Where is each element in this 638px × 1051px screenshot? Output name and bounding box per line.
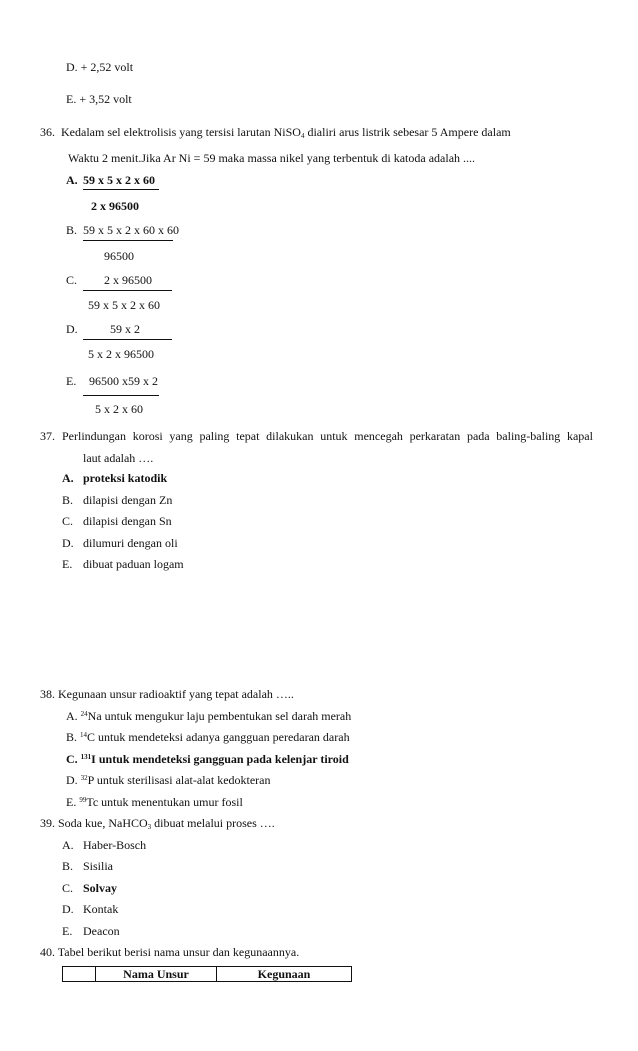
q36-option-a-fraction-bar [83, 189, 159, 190]
q39-option-d-label: D. [62, 902, 74, 916]
q37-option-d-text: dilumuri dengan oli [83, 536, 178, 550]
q36-option-e-denominator: 5 x 2 x 60 [95, 402, 143, 416]
q37-number: 37. [40, 429, 55, 443]
q37-word: paling [199, 429, 230, 443]
q36-option-d-fraction-bar [83, 339, 172, 340]
q39-option-a-text: Haber-Bosch [83, 838, 147, 852]
q37-word: Perlindungan [62, 429, 126, 443]
q39-option-b-label: B. [62, 859, 74, 873]
q36-option-d-numerator: 59 x 2 [110, 322, 140, 336]
q38-option-a-mass-number: 24 [80, 710, 88, 718]
q38-option-a-text: Na untuk mengukur laju pembentukan sel darah merah [87, 709, 352, 723]
q37-word: yang [169, 429, 193, 443]
table-header-usage: Kegunaan [217, 967, 352, 982]
q36-option-c-denominator: 59 x 5 x 2 x 60 [88, 298, 160, 312]
q36-number: 36. [40, 125, 55, 139]
q36-option-c-numerator: 2 x 96500 [104, 273, 152, 287]
q36-option-c-fraction-bar [83, 290, 172, 291]
q39-option-c-label: C. [62, 881, 74, 895]
q37-option-b-label: B. [62, 493, 74, 507]
q39-stem [40, 816, 275, 830]
q36-option-a-numerator: 59 x 5 x 2 x 60 [83, 173, 155, 187]
q38-option-e-label: E. [66, 795, 77, 809]
q38-option-a-label: A. [66, 709, 78, 723]
q38-option-d-label: D. [66, 773, 78, 787]
q36-stem-line1 [40, 125, 511, 139]
q38-option-e-mass-number: 99 [79, 796, 87, 804]
q35-option-e: E. + 3,52 volt [66, 92, 132, 106]
q38-option-d [66, 773, 271, 787]
q37-option-c-text: dilapisi dengan Sn [83, 514, 172, 528]
q38-option-c-text: I untuk mendeteksi gangguan pada kelenjar tiroid [91, 752, 349, 766]
q38-option-d-text: P untuk sterilisasi alat-alat kedokteran [87, 773, 271, 787]
q38-option-e [66, 795, 243, 809]
table-header-number [63, 967, 96, 982]
q36-option-a-label: A. [66, 173, 78, 187]
q35-option-d: D. + 2,52 volt [66, 60, 134, 74]
q37-word: untuk [320, 429, 348, 443]
q39-option-d-text: Kontak [83, 902, 119, 916]
q37-option-e-text: dibuat paduan logam [83, 557, 184, 571]
q37-option-b-text: dilapisi dengan Zn [83, 493, 173, 507]
q37-stem-line2: laut adalah …. [83, 451, 154, 465]
q37-word: korosi [132, 429, 163, 443]
q36-option-e-numerator: 96500 x59 x 2 [89, 374, 158, 388]
q37-word: tepat [236, 429, 260, 443]
q37-option-a-label: A. [62, 471, 74, 485]
q37-option-c-label: C. [62, 514, 74, 528]
table-header-element-name: Nama Unsur [96, 967, 217, 982]
q38-stem: 38. Kegunaan unsur radioaktif yang tepat adalah ….. [40, 687, 294, 701]
q37-word: dilakukan [266, 429, 314, 443]
q38-option-c-mass-number: 131 [80, 753, 92, 761]
q38-option-b-label: B. [66, 730, 78, 744]
q38-option-b-mass-number: 14 [80, 731, 88, 739]
q36-option-c-label: C. [66, 273, 78, 287]
q37-word: pada [466, 429, 490, 443]
q39-option-e-label: E. [62, 924, 73, 938]
q36-stem-text: Kedalam sel elektrolisis yang tersisi larutan NiSO [61, 125, 301, 139]
q36-option-e-fraction-bar [83, 395, 159, 396]
q38-option-c [66, 752, 349, 766]
q36-option-b-denominator: 96500 [104, 249, 134, 263]
element-usage-table [62, 966, 352, 982]
q36-option-d-label: D. [66, 322, 78, 336]
q37-option-a-text: proteksi katodik [83, 471, 168, 485]
q39-option-b-text: Sisilia [83, 859, 114, 873]
q36-option-a-denominator: 2 x 96500 [91, 199, 139, 213]
q37-word: baling-baling [496, 429, 561, 443]
q38-option-e-text: Tc untuk menentukan umur fosil [86, 795, 243, 809]
q36-stem-text-end: dialiri arus listrik sebesar 5 Ampere dalam [304, 125, 511, 139]
q37-option-d-label: D. [62, 536, 74, 550]
q36-stem-subscript: 4 [300, 132, 305, 140]
q38-option-b [66, 730, 350, 744]
q36-option-b-numerator: 59 x 5 x 2 x 60 x 60 [83, 223, 179, 237]
q36-option-d-denominator: 5 x 2 x 96500 [88, 347, 154, 361]
q36-option-b-fraction-bar [83, 240, 173, 241]
q39-option-e-text: Deacon [83, 924, 120, 938]
q39-stem-subscript: 3 [147, 823, 152, 831]
table-header-row [63, 967, 352, 982]
q37-word: kapal [566, 429, 593, 443]
q39-option-c-text: Solvay [83, 881, 118, 895]
q37-word: perkaratan [409, 429, 461, 443]
q39-stem-text: 39. Soda kue, NaHCO [40, 816, 148, 830]
q36-option-e-label: E. [66, 374, 77, 388]
q36-option-b-label: B. [66, 223, 78, 237]
q38-option-a [66, 709, 351, 723]
q37-word: mencegah [354, 429, 403, 443]
q38-option-b-text: C untuk mendeteksi adanya gangguan peredaran darah [87, 730, 350, 744]
q40-stem: 40. Tabel berikut berisi nama unsur dan kegunaannya. [40, 945, 300, 959]
q37-stem-line1 [62, 429, 593, 443]
q38-option-c-label: C. [66, 752, 78, 766]
q38-option-d-mass-number: 32 [80, 774, 88, 782]
q39-stem-text-end: dibuat melalui proses …. [151, 816, 275, 830]
q37-option-e-label: E. [62, 557, 73, 571]
q39-option-a-label: A. [62, 838, 74, 852]
q36-stem-line2: Waktu 2 menit.Jika Ar Ni = 59 maka massa nikel yang terbentuk di katoda adalah .... [68, 151, 476, 165]
